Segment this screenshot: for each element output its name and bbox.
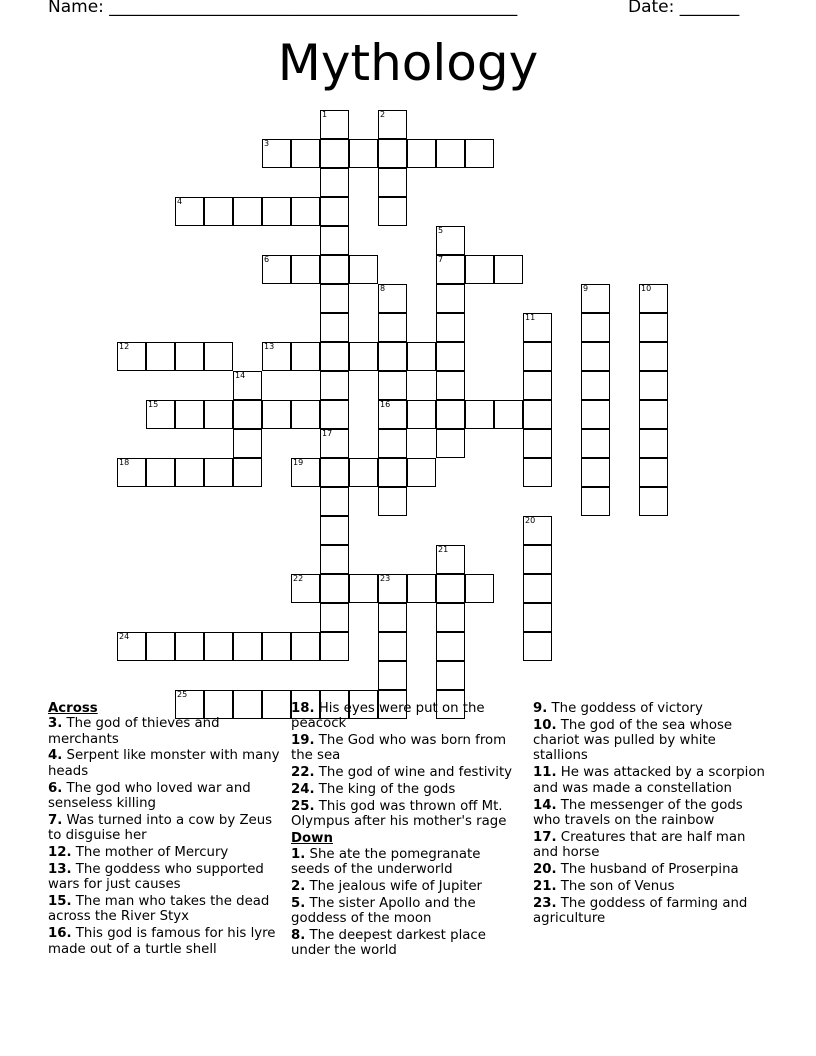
grid-cell[interactable] [378, 168, 407, 197]
grid-cell[interactable] [494, 255, 523, 284]
grid-cell[interactable] [378, 603, 407, 632]
clue-number: 16 [380, 400, 391, 409]
grid-cell[interactable] [320, 371, 349, 400]
clue-down-2: 2. The jealous wife of Jupiter [291, 878, 482, 894]
clue-down-5: 5. The sister Apollo and the goddess of the moon [291, 895, 476, 927]
grid-cell[interactable] [204, 400, 233, 429]
grid-cell[interactable] [639, 284, 668, 313]
clue-number: 25 [177, 690, 188, 699]
clue-down-14: 14. The messenger of the gods who travels on the rainbow [533, 797, 743, 828]
grid-cell[interactable] [523, 371, 552, 400]
clue-down-10: 10. The god of the sea whose chariot was pulled by white stallions [533, 717, 733, 764]
grid-cell[interactable] [320, 632, 349, 661]
clue-number: 15 [148, 400, 159, 409]
grid-cell[interactable] [436, 226, 465, 255]
clue-down-1: 1. She ate the pomegranate seeds of the underworld [291, 846, 481, 877]
grid-cell[interactable] [523, 458, 552, 487]
grid-cell[interactable] [436, 342, 465, 371]
grid-cell[interactable] [378, 284, 407, 313]
grid-cell[interactable] [639, 400, 668, 429]
grid-cell[interactable] [523, 400, 552, 429]
grid-cell[interactable] [233, 371, 262, 400]
grid-cell[interactable] [465, 574, 494, 603]
grid-cell[interactable] [581, 458, 610, 487]
grid-cell[interactable] [204, 342, 233, 371]
grid-cell[interactable] [465, 400, 494, 429]
grid-cell[interactable] [581, 487, 610, 516]
grid-cell[interactable] [378, 110, 407, 139]
grid-cell[interactable] [233, 400, 262, 429]
grid-cell[interactable] [320, 458, 349, 487]
grid-cell[interactable] [436, 429, 465, 458]
grid-cell[interactable] [436, 603, 465, 632]
grid-cell[interactable] [407, 342, 436, 371]
grid-cell[interactable] [436, 545, 465, 574]
grid-cell[interactable] [436, 574, 465, 603]
across-heading: Across [48, 701, 98, 716]
clue-number: 18 [119, 458, 130, 467]
grid-cell[interactable] [146, 400, 175, 429]
clue-number: 19 [293, 458, 304, 467]
grid-cell[interactable] [581, 313, 610, 342]
grid-cell[interactable] [523, 574, 552, 603]
grid-cell[interactable] [320, 197, 349, 226]
clue-number: 1 [322, 110, 328, 119]
grid-cell[interactable] [291, 255, 320, 284]
grid-cell[interactable] [639, 342, 668, 371]
grid-cell[interactable] [175, 400, 204, 429]
clue-number: 21 [438, 545, 449, 554]
grid-cell[interactable] [117, 342, 146, 371]
page-title: Mythology [277, 34, 539, 92]
grid-cell[interactable] [378, 574, 407, 603]
clue-number: 23 [380, 574, 391, 583]
clue-number: 14 [235, 371, 246, 380]
grid-cell[interactable] [291, 342, 320, 371]
grid-cell[interactable] [320, 342, 349, 371]
clue-across-3: 3. The god of thieves and merchants [48, 716, 220, 747]
grid-cell[interactable] [436, 661, 465, 690]
grid-cell[interactable] [465, 139, 494, 168]
clue-across-7: 7. Was turned into a cow by Zeus to disguise her [48, 812, 273, 844]
grid-cell[interactable] [494, 400, 523, 429]
clue-down-21: 21. The son of Venus [533, 878, 675, 894]
grid-cell[interactable] [581, 284, 610, 313]
grid-cell[interactable] [291, 400, 320, 429]
clue-down-9: 9. The goddess of victory [533, 701, 703, 716]
clue-number: 5 [438, 226, 444, 235]
grid-cell[interactable] [204, 458, 233, 487]
grid-cell[interactable] [523, 545, 552, 574]
grid-cell[interactable] [523, 603, 552, 632]
grid-cell[interactable] [320, 139, 349, 168]
grid-cell[interactable] [262, 255, 291, 284]
grid-cell[interactable] [523, 516, 552, 545]
clue-across-15: 15. The man who takes the dead across the River Styx [48, 894, 270, 925]
clues-column-1 [48, 701, 280, 959]
grid-cell[interactable] [436, 139, 465, 168]
grid-cell[interactable] [320, 487, 349, 516]
grid-cell[interactable] [465, 255, 494, 284]
clue-number: 11 [525, 313, 536, 322]
clue-across-24: 24. The king of the gods [291, 782, 456, 798]
grid-cell[interactable] [291, 632, 320, 661]
grid-cell[interactable] [117, 458, 146, 487]
grid-cell[interactable] [639, 371, 668, 400]
clue-across-19: 19. The God who was born from the sea [291, 733, 507, 764]
grid-cell[interactable] [378, 313, 407, 342]
grid-cell[interactable] [378, 661, 407, 690]
grid-cell[interactable] [436, 400, 465, 429]
grid-cell[interactable] [291, 197, 320, 226]
grid-cell[interactable] [175, 632, 204, 661]
grid-cell[interactable] [378, 139, 407, 168]
grid-cell[interactable] [639, 429, 668, 458]
grid-cell[interactable] [291, 458, 320, 487]
clue-number: 7 [438, 255, 444, 264]
grid-cell[interactable] [233, 429, 262, 458]
grid-cell[interactable] [320, 400, 349, 429]
clue-across-25: 25. This god was thrown off Mt. Olympus after his mother's rage [291, 799, 507, 830]
grid-cell[interactable] [436, 313, 465, 342]
grid-cell[interactable] [117, 632, 146, 661]
grid-cell[interactable] [291, 139, 320, 168]
clue-number: 24 [119, 632, 130, 641]
grid-cell[interactable] [639, 313, 668, 342]
date-field[interactable]: Date: _______ [628, 0, 740, 17]
grid-cell[interactable] [378, 197, 407, 226]
grid-cell[interactable] [436, 632, 465, 661]
header [0, 0, 816, 24]
grid-cell[interactable] [320, 603, 349, 632]
grid-cell[interactable] [349, 574, 378, 603]
clue-down-20: 20. The husband of Proserpina [533, 861, 739, 877]
grid-cell[interactable] [436, 255, 465, 284]
grid-cell[interactable] [233, 197, 262, 226]
grid-cell[interactable] [146, 458, 175, 487]
grid-cell[interactable] [523, 342, 552, 371]
grid-cell[interactable] [349, 255, 378, 284]
clue-number: 3 [264, 139, 270, 148]
grid-cell[interactable] [378, 458, 407, 487]
clue-across-12: 12. The mother of Mercury [48, 845, 229, 861]
grid-cell[interactable] [320, 255, 349, 284]
clue-across-16: 16. This god is famous for his lyre made out of a turtle shell [48, 926, 276, 957]
grid-cell[interactable] [407, 458, 436, 487]
clue-down-8: 8. The deepest darkest place under the world [291, 927, 486, 959]
grid-cell[interactable] [378, 632, 407, 661]
grid-cell[interactable] [436, 371, 465, 400]
grid-cell[interactable] [175, 342, 204, 371]
grid-cell[interactable] [320, 545, 349, 574]
grid-cell[interactable] [320, 313, 349, 342]
grid-cell[interactable] [581, 371, 610, 400]
grid-cell[interactable] [378, 429, 407, 458]
clue-number: 6 [264, 255, 270, 264]
clue-down-23: 23. The goddess of farming and agriculture [533, 895, 748, 927]
clue-across-6: 6. The god who loved war and senseless killing [48, 780, 251, 811]
clues-column-3 [533, 701, 773, 928]
grid-cell[interactable] [175, 197, 204, 226]
grid-cell[interactable] [378, 400, 407, 429]
clue-down-17: 17. Creatures that are half man and horse [533, 829, 746, 861]
clue-number: 17 [322, 429, 333, 438]
grid-cell[interactable] [320, 516, 349, 545]
grid-cell[interactable] [407, 574, 436, 603]
grid-cell[interactable] [262, 632, 291, 661]
clue-number: 9 [583, 284, 589, 293]
grid-cell[interactable] [349, 139, 378, 168]
grid-cell[interactable] [233, 632, 262, 661]
grid-cell[interactable] [407, 139, 436, 168]
grid-cell[interactable] [436, 284, 465, 313]
grid-cell[interactable] [349, 458, 378, 487]
grid-cell[interactable] [378, 371, 407, 400]
clue-number: 2 [380, 110, 386, 119]
grid-cell[interactable] [407, 400, 436, 429]
grid-cell[interactable] [262, 197, 291, 226]
grid-cell[interactable] [523, 429, 552, 458]
grid-cell[interactable] [146, 632, 175, 661]
grid-cell[interactable] [581, 342, 610, 371]
grid-cell[interactable] [262, 139, 291, 168]
grid-cell[interactable] [523, 632, 552, 661]
clue-number: 10 [641, 284, 652, 293]
clue-down-11: 11. He was attacked by a scorpion and was made a constellation [533, 765, 765, 796]
grid-cell[interactable] [320, 284, 349, 313]
clue-across-4: 4. Serpent like monster with many heads [48, 748, 280, 779]
clue-number: 4 [177, 197, 183, 206]
grid-cell[interactable] [639, 487, 668, 516]
clue-across-22: 22. The god of wine and festivity [291, 765, 513, 781]
clue-number: 13 [264, 342, 275, 351]
grid-cell[interactable] [523, 313, 552, 342]
name-field[interactable]: Name: ________________________________________________ [48, 0, 518, 17]
grid-cell[interactable] [581, 429, 610, 458]
grid-cell[interactable] [204, 632, 233, 661]
grid-cell[interactable] [175, 458, 204, 487]
grid-cell[interactable] [146, 342, 175, 371]
clue-number: 22 [293, 574, 304, 583]
clues-column-2 [291, 701, 523, 960]
grid-cell[interactable] [378, 342, 407, 371]
grid-cell[interactable] [320, 574, 349, 603]
grid-cell[interactable] [233, 458, 262, 487]
clue-across-18: 18. His eyes were put on the peacock [291, 701, 485, 732]
grid-cell[interactable] [262, 400, 291, 429]
clue-number: 20 [525, 516, 536, 525]
clue-number: 12 [119, 342, 130, 351]
clue-across-13: 13. The goddess who supported wars for just causes [48, 861, 264, 893]
clue-number: 8 [380, 284, 386, 293]
grid-cell[interactable] [378, 487, 407, 516]
grid-cell[interactable] [639, 458, 668, 487]
grid-cell[interactable] [320, 110, 349, 139]
grid-cell[interactable] [349, 342, 378, 371]
grid-cell[interactable] [581, 400, 610, 429]
grid-cell[interactable] [320, 168, 349, 197]
grid-cell[interactable] [320, 226, 349, 255]
grid-cell[interactable] [204, 197, 233, 226]
grid-cell[interactable] [291, 574, 320, 603]
down-heading: Down [291, 831, 333, 847]
grid-cell[interactable] [320, 429, 349, 458]
grid-cell[interactable] [262, 342, 291, 371]
